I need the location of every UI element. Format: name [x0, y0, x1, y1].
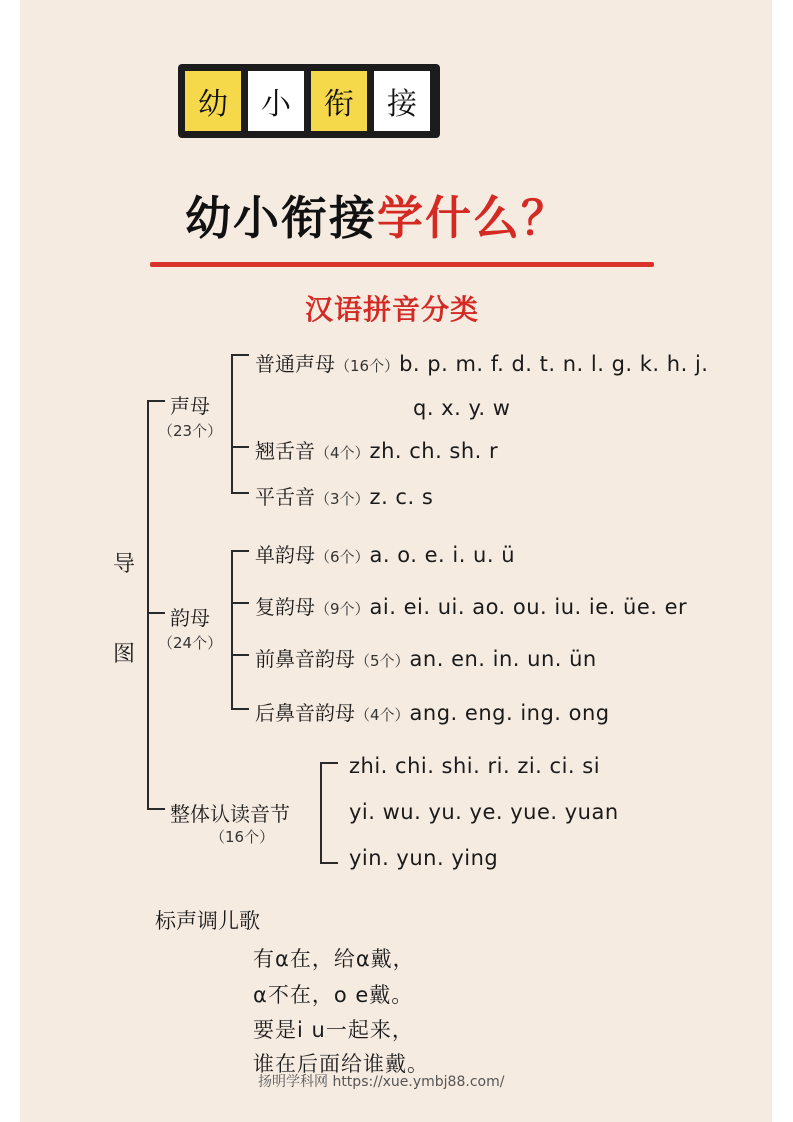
zhengti-tick-3	[320, 862, 338, 864]
row-letters: an. en. in. un. ün	[409, 647, 597, 671]
zhengti-count: （16个）	[210, 828, 275, 846]
tree-trunk	[147, 400, 149, 810]
song-line-2: α不在，o e戴。	[253, 983, 414, 1007]
branch-zhengti	[147, 808, 165, 810]
tile-2: 小	[248, 71, 304, 131]
row-count: （6个）	[315, 548, 370, 566]
yunmu-count: （24个）	[158, 634, 223, 652]
title-divider	[150, 262, 654, 267]
page-title	[185, 182, 569, 248]
branch-yunmu	[147, 612, 165, 614]
row-count: （4个）	[315, 444, 370, 462]
tile-1: 幼	[185, 71, 241, 131]
yunmu-row-2	[255, 591, 687, 620]
row-name: 单韵母	[255, 543, 315, 567]
row-letters: zh. ch. sh. r	[369, 439, 499, 463]
row-count: （3个）	[315, 490, 370, 508]
shengmu-row-3	[255, 481, 433, 510]
shengmu-row-1-cont: q. x. y. w	[413, 396, 511, 420]
yunmu-row-4	[255, 697, 610, 726]
yunmu-tick-3	[231, 654, 249, 656]
row-letters: ang. eng. ing. ong	[409, 701, 610, 725]
daotu-char-2: 图	[113, 642, 136, 667]
yunmu-row-1	[255, 539, 515, 568]
row-name: 平舌音	[255, 485, 315, 509]
shengmu-tick-2	[231, 446, 249, 448]
row-count: （16个）	[335, 357, 400, 375]
row-count: （4个）	[355, 706, 410, 724]
row-letters: ai. ei. ui. ao. ou. iu. ie. üe. er	[369, 595, 688, 619]
shengmu-tick-1	[231, 354, 249, 356]
zhengti-row-2: yi. wu. yu. ye. yue. yuan	[349, 800, 619, 824]
song-line-3: 要是i u一起来，	[253, 1018, 414, 1042]
title-black: 幼小衔接	[185, 191, 377, 245]
zhengti-label: 整体认读音节	[170, 802, 290, 826]
zhengti-row-1: zhi. chi. shi. ri. zi. ci. si	[349, 754, 601, 778]
shengmu-label: 声母	[170, 394, 210, 418]
row-name: 普通声母	[255, 352, 335, 376]
footer-watermark: 扬明学科网 https://xue.ymbj88.com/	[258, 1074, 505, 1090]
row-count: （9个）	[315, 600, 370, 618]
row-letters: b. p. m. f. d. t. n. l. g. k. h. j.	[399, 352, 709, 376]
shengmu-count: （23个）	[158, 422, 223, 440]
zhengti-row-3: yin. yun. ying	[349, 846, 499, 870]
song-line-4: 谁在后面给谁戴。	[253, 1052, 429, 1076]
yunmu-label: 韵母	[170, 606, 210, 630]
zhengti-tick-1	[320, 762, 338, 764]
header-tiles	[178, 64, 440, 138]
shengmu-row-1	[255, 348, 708, 377]
row-count: （5个）	[355, 652, 410, 670]
tile-3: 衔	[311, 71, 367, 131]
daotu-char-1: 导	[113, 552, 136, 577]
yunmu-bracket	[231, 550, 233, 710]
row-name: 后鼻音韵母	[255, 701, 355, 725]
shengmu-bracket	[231, 354, 233, 494]
yunmu-tick-1	[231, 550, 249, 552]
row-name: 前鼻音韵母	[255, 647, 355, 671]
tile-4: 接	[374, 71, 430, 131]
section-subtitle: 汉语拼音分类	[305, 293, 480, 326]
row-name: 翘舌音	[255, 439, 315, 463]
song-line-1: 有α在，给α戴，	[253, 947, 415, 971]
shengmu-tick-3	[231, 492, 249, 494]
shengmu-row-2	[255, 435, 498, 464]
branch-shengmu	[147, 400, 165, 402]
yunmu-tick-4	[231, 708, 249, 710]
row-letters: z. c. s	[369, 485, 434, 509]
yunmu-tick-2	[231, 602, 249, 604]
row-name: 复韵母	[255, 595, 315, 619]
zhengti-bracket	[320, 762, 322, 864]
title-red: 学什么？	[377, 191, 569, 245]
song-title: 标声调儿歌	[155, 909, 260, 933]
yunmu-row-3	[255, 643, 597, 672]
row-letters: a. o. e. i. u. ü	[369, 543, 516, 567]
